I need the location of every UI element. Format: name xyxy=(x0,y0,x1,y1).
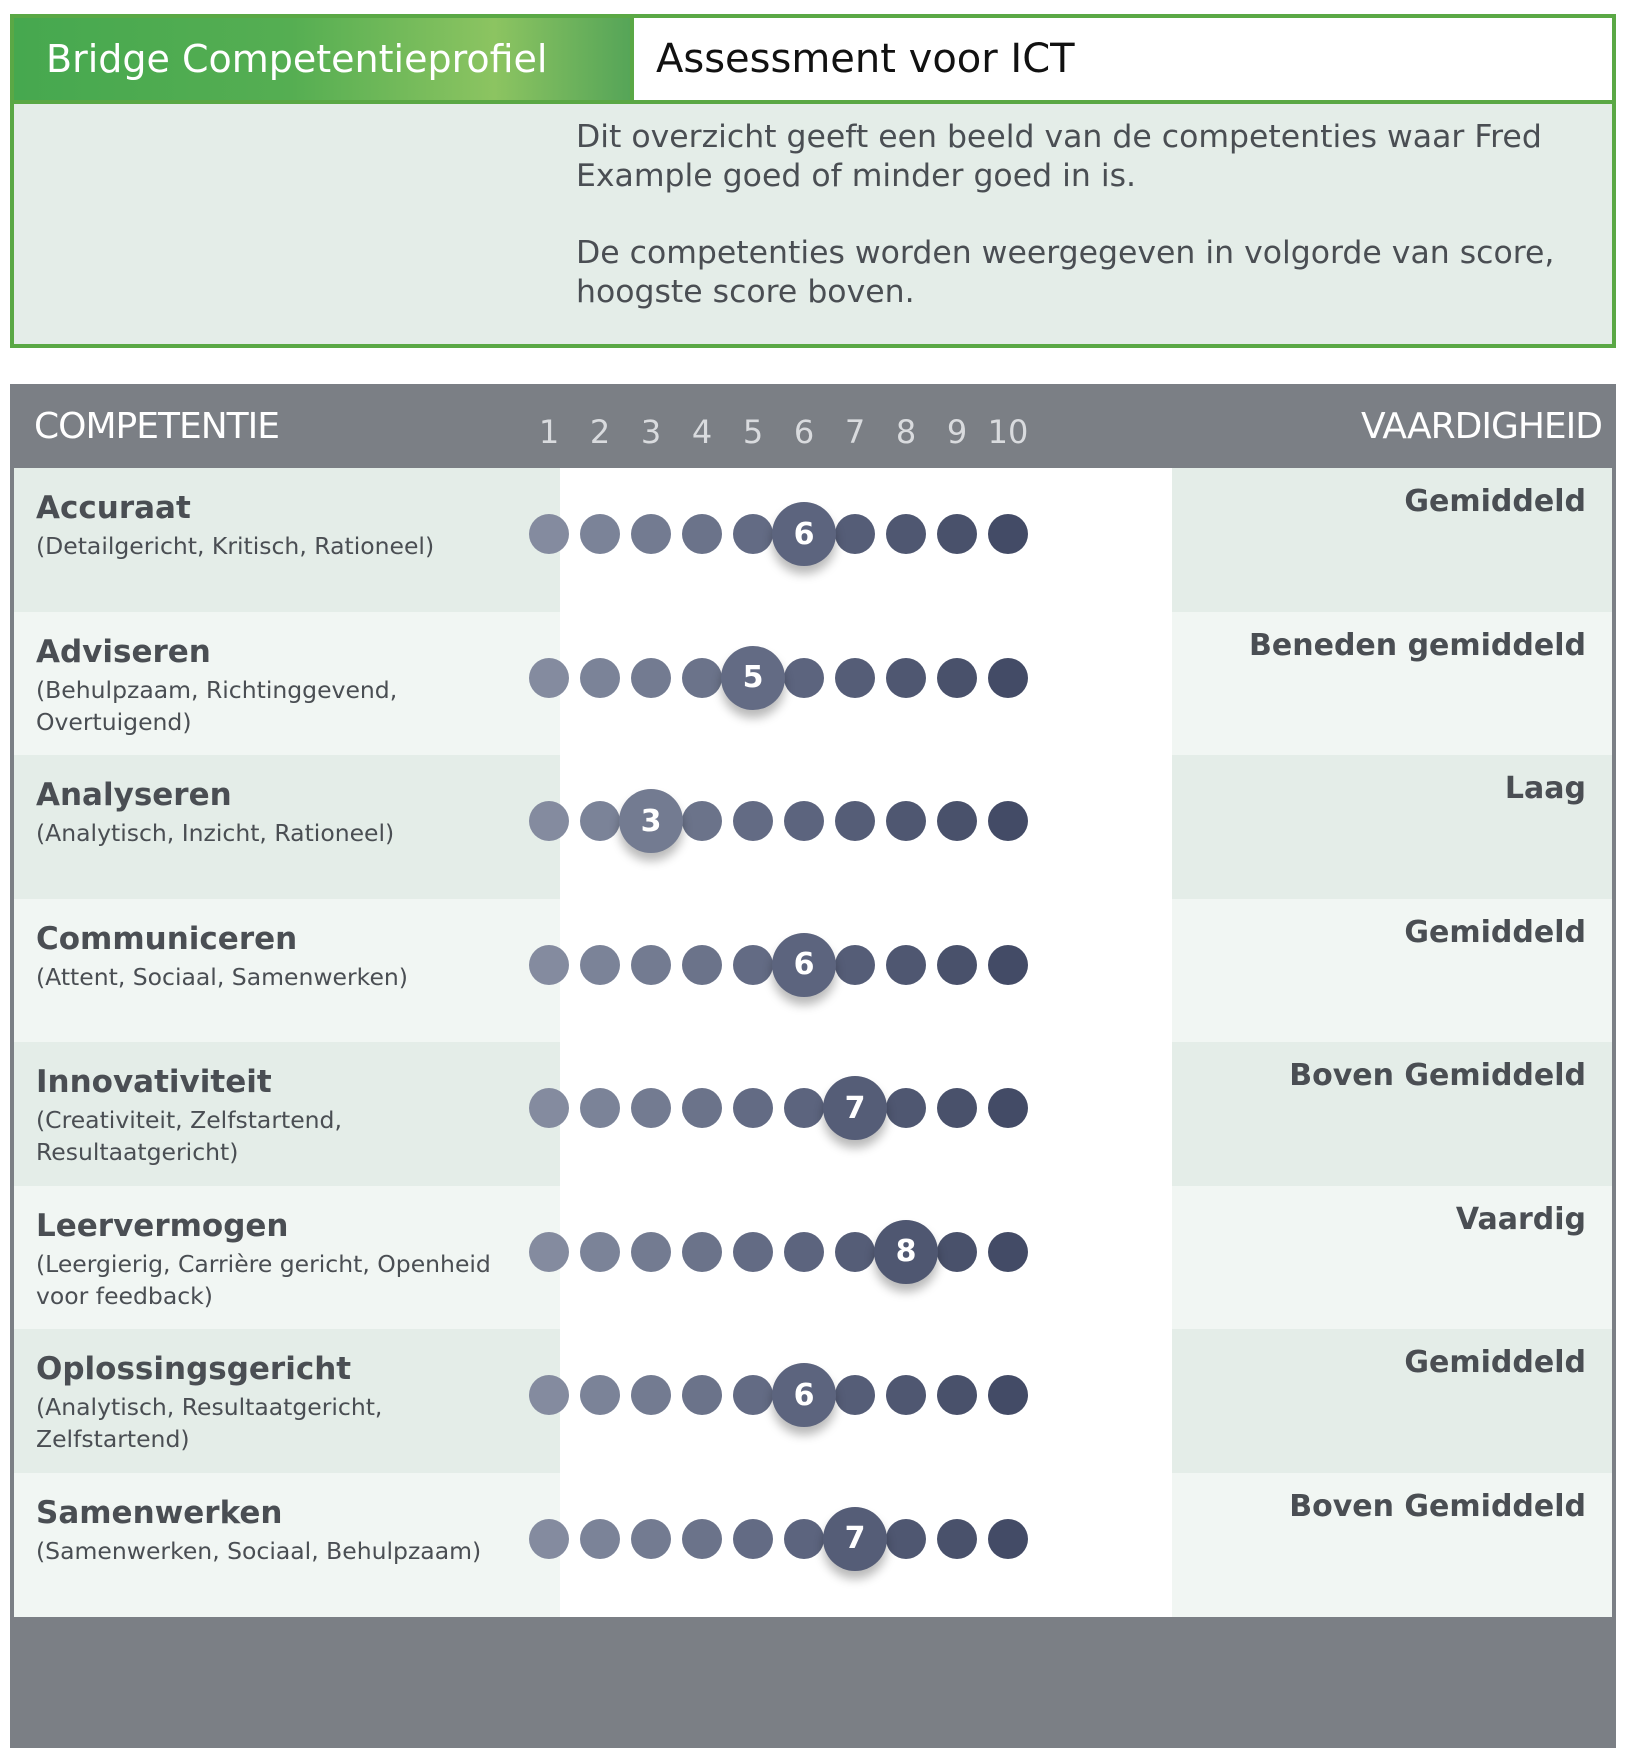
scale-dot xyxy=(682,1088,722,1128)
competence-name: Innovativiteit xyxy=(36,1064,272,1100)
scale-dot xyxy=(631,514,671,554)
scale-label-9: 9 xyxy=(946,413,968,451)
competence-name: Communiceren xyxy=(36,920,298,957)
scale-dot xyxy=(682,1375,722,1415)
scale-dot xyxy=(682,801,722,841)
competence-cell xyxy=(14,1329,560,1474)
scale-label-10: 10 xyxy=(987,413,1029,451)
competence-traits: (Analytisch, Resultaatgericht, Zelfstartend) xyxy=(36,1393,383,1453)
scale-dot xyxy=(937,801,977,841)
scale-dot xyxy=(937,1519,977,1559)
scale-dot xyxy=(988,1232,1028,1272)
skill-level: Boven Gemiddeld xyxy=(1289,1058,1586,1093)
skill-level: Boven Gemiddeld xyxy=(1289,1488,1586,1524)
skill-cell xyxy=(1172,899,1612,1044)
table-row xyxy=(14,1473,1612,1618)
scale-dot xyxy=(835,514,875,554)
scale-label-6: 6 xyxy=(793,413,815,451)
table-row xyxy=(14,612,1612,757)
scale-dot xyxy=(529,1375,569,1415)
scale-label-4: 4 xyxy=(691,413,713,451)
skill-level: Gemiddeld xyxy=(1404,914,1586,950)
intro-paragraph-2: De competenties worden weergegeven in volgorde van score, hoogste score boven. xyxy=(576,235,1555,310)
scale-dot xyxy=(733,1088,773,1128)
competence-traits: (Creativiteit, Zelfstartend, Resultaatgericht) xyxy=(36,1106,342,1166)
scale-dot xyxy=(886,945,926,985)
scale-dot xyxy=(580,1375,620,1415)
skill-cell xyxy=(1172,1473,1612,1618)
scale-dot xyxy=(784,1088,824,1128)
scale-dot xyxy=(886,801,926,841)
competence-name: Samenwerken xyxy=(36,1494,283,1531)
header-panel xyxy=(10,14,1616,348)
scale-dot xyxy=(988,658,1028,698)
scale-dot xyxy=(529,514,569,554)
scale-dot xyxy=(631,1232,671,1272)
scale-dot xyxy=(937,1088,977,1128)
scale-dot xyxy=(733,1519,773,1559)
score-marker: 6 xyxy=(772,933,836,997)
competence-cell xyxy=(14,612,560,757)
scale-dot xyxy=(988,1088,1028,1128)
scale-dot xyxy=(835,945,875,985)
competence-traits: (Attent, Sociaal, Samenwerken) xyxy=(36,962,408,991)
scale-dot xyxy=(733,1232,773,1272)
scale-label-7: 7 xyxy=(844,413,866,451)
scale-dot xyxy=(988,1375,1028,1415)
scale-dot xyxy=(733,801,773,841)
scale-dot xyxy=(835,801,875,841)
competence-cell xyxy=(14,1042,560,1187)
scale-dot xyxy=(937,1375,977,1415)
scale-dot xyxy=(682,1232,722,1272)
brand-title: Bridge Competentieprofiel xyxy=(14,18,630,100)
competence-cell xyxy=(14,468,560,613)
scale-dot xyxy=(529,658,569,698)
score-marker: 8 xyxy=(874,1220,938,1284)
scale-dot xyxy=(682,945,722,985)
scale-dot xyxy=(529,1519,569,1559)
competence-name: Oplossingsgericht xyxy=(36,1351,352,1387)
competence-table xyxy=(10,384,1616,1748)
scale-dot xyxy=(886,658,926,698)
skill-level: Beneden gemiddeld xyxy=(1249,627,1586,663)
scale-dot xyxy=(733,514,773,554)
scale-dot xyxy=(937,658,977,698)
scale-label-5: 5 xyxy=(742,413,764,451)
skill-level: Vaardig xyxy=(1455,1201,1586,1237)
scale-dot xyxy=(784,1232,824,1272)
skill-level: Laag xyxy=(1504,771,1586,806)
scale-dot xyxy=(937,945,977,985)
scale-dot xyxy=(580,801,620,841)
score-marker: 6 xyxy=(772,502,836,566)
competence-cell xyxy=(14,1186,560,1331)
competence-name: Leervermogen xyxy=(36,1207,289,1244)
skill-cell xyxy=(1172,755,1612,900)
scale-dot xyxy=(835,658,875,698)
competence-cell xyxy=(14,755,560,900)
score-marker: 3 xyxy=(619,789,683,853)
competence-traits: (Detailgericht, Kritisch, Rationeel) xyxy=(36,532,435,560)
score-marker: 7 xyxy=(823,1507,887,1571)
scale-dot xyxy=(682,658,722,698)
skill-cell xyxy=(1172,612,1612,757)
scale-dot xyxy=(529,801,569,841)
competence-name: Accuraat xyxy=(36,490,191,526)
scale-dot xyxy=(733,1375,773,1415)
skill-cell xyxy=(1172,468,1612,613)
scale-dot xyxy=(937,514,977,554)
competence-traits: (Behulpzaam, Richtinggevend, Overtuigend) xyxy=(36,675,398,736)
skill-cell xyxy=(1172,1186,1612,1331)
skill-level: Gemiddeld xyxy=(1404,1345,1586,1380)
scale-dot xyxy=(631,1088,671,1128)
scale-dot xyxy=(580,514,620,554)
scale-dot xyxy=(580,1088,620,1128)
scale-dot xyxy=(580,1232,620,1272)
scale-dot xyxy=(733,945,773,985)
scale-dot xyxy=(988,514,1028,554)
scale-dot xyxy=(580,1519,620,1559)
scale-dot xyxy=(529,945,569,985)
column-header-skill: VAARDIGHEID xyxy=(1361,406,1602,447)
scale-dot xyxy=(580,945,620,985)
assessment-title: Assessment voor ICT xyxy=(630,18,1612,100)
table-row xyxy=(14,1186,1612,1331)
scale-dot xyxy=(631,945,671,985)
scale-label-8: 8 xyxy=(895,413,917,451)
competence-cell xyxy=(14,1473,560,1618)
scale-dot xyxy=(631,1519,671,1559)
scale-dot xyxy=(529,1088,569,1128)
scale-dot xyxy=(988,945,1028,985)
scale-dot xyxy=(580,658,620,698)
competence-name: Adviseren xyxy=(36,633,211,670)
scale-label-2: 2 xyxy=(589,413,611,451)
scale-dot xyxy=(682,514,722,554)
skill-cell xyxy=(1172,1042,1612,1187)
table-row xyxy=(14,1329,1612,1474)
scale-dot xyxy=(988,801,1028,841)
skill-cell xyxy=(1172,1329,1612,1474)
table-row xyxy=(14,899,1612,1044)
scale-dot xyxy=(886,1519,926,1559)
scale-dot xyxy=(784,658,824,698)
intro-paragraph-1: Dit overzicht geeft een beeld van de competenties waar Fred Example goed of minder goed in is. xyxy=(576,119,1542,194)
intro-text xyxy=(576,118,1596,350)
scale-dot xyxy=(988,1519,1028,1559)
competence-cell xyxy=(14,899,560,1044)
scale-dot xyxy=(682,1519,722,1559)
scale-dot xyxy=(631,1375,671,1415)
competence-traits: (Leergierig, Carrière gericht, Openheid voor feedback) xyxy=(36,1249,491,1310)
scale-dot xyxy=(937,1232,977,1272)
table-row xyxy=(14,468,1612,613)
competence-traits: (Analytisch, Inzicht, Rationeel) xyxy=(36,819,395,847)
table-header xyxy=(14,388,1612,468)
table-row xyxy=(14,755,1612,900)
score-marker: 5 xyxy=(721,646,785,710)
scale-dot xyxy=(529,1232,569,1272)
scale-dot xyxy=(631,658,671,698)
score-marker: 7 xyxy=(823,1076,887,1140)
competence-traits: (Samenwerken, Sociaal, Behulpzaam) xyxy=(36,1536,482,1565)
scale-dot xyxy=(835,1375,875,1415)
scale-label-1: 1 xyxy=(538,413,560,451)
score-marker: 6 xyxy=(772,1363,836,1427)
scale-dot xyxy=(835,1232,875,1272)
table-row xyxy=(14,1042,1612,1187)
scale-dot xyxy=(886,1088,926,1128)
column-header-competence: COMPETENTIE xyxy=(34,406,280,447)
competence-name: Analyseren xyxy=(36,777,232,813)
scale-dot xyxy=(886,1375,926,1415)
scale-dot xyxy=(886,514,926,554)
header-top xyxy=(14,18,1612,104)
scale-dot xyxy=(784,801,824,841)
skill-level: Gemiddeld xyxy=(1404,484,1586,519)
scale-label-3: 3 xyxy=(640,413,662,451)
scale-dot xyxy=(784,1519,824,1559)
